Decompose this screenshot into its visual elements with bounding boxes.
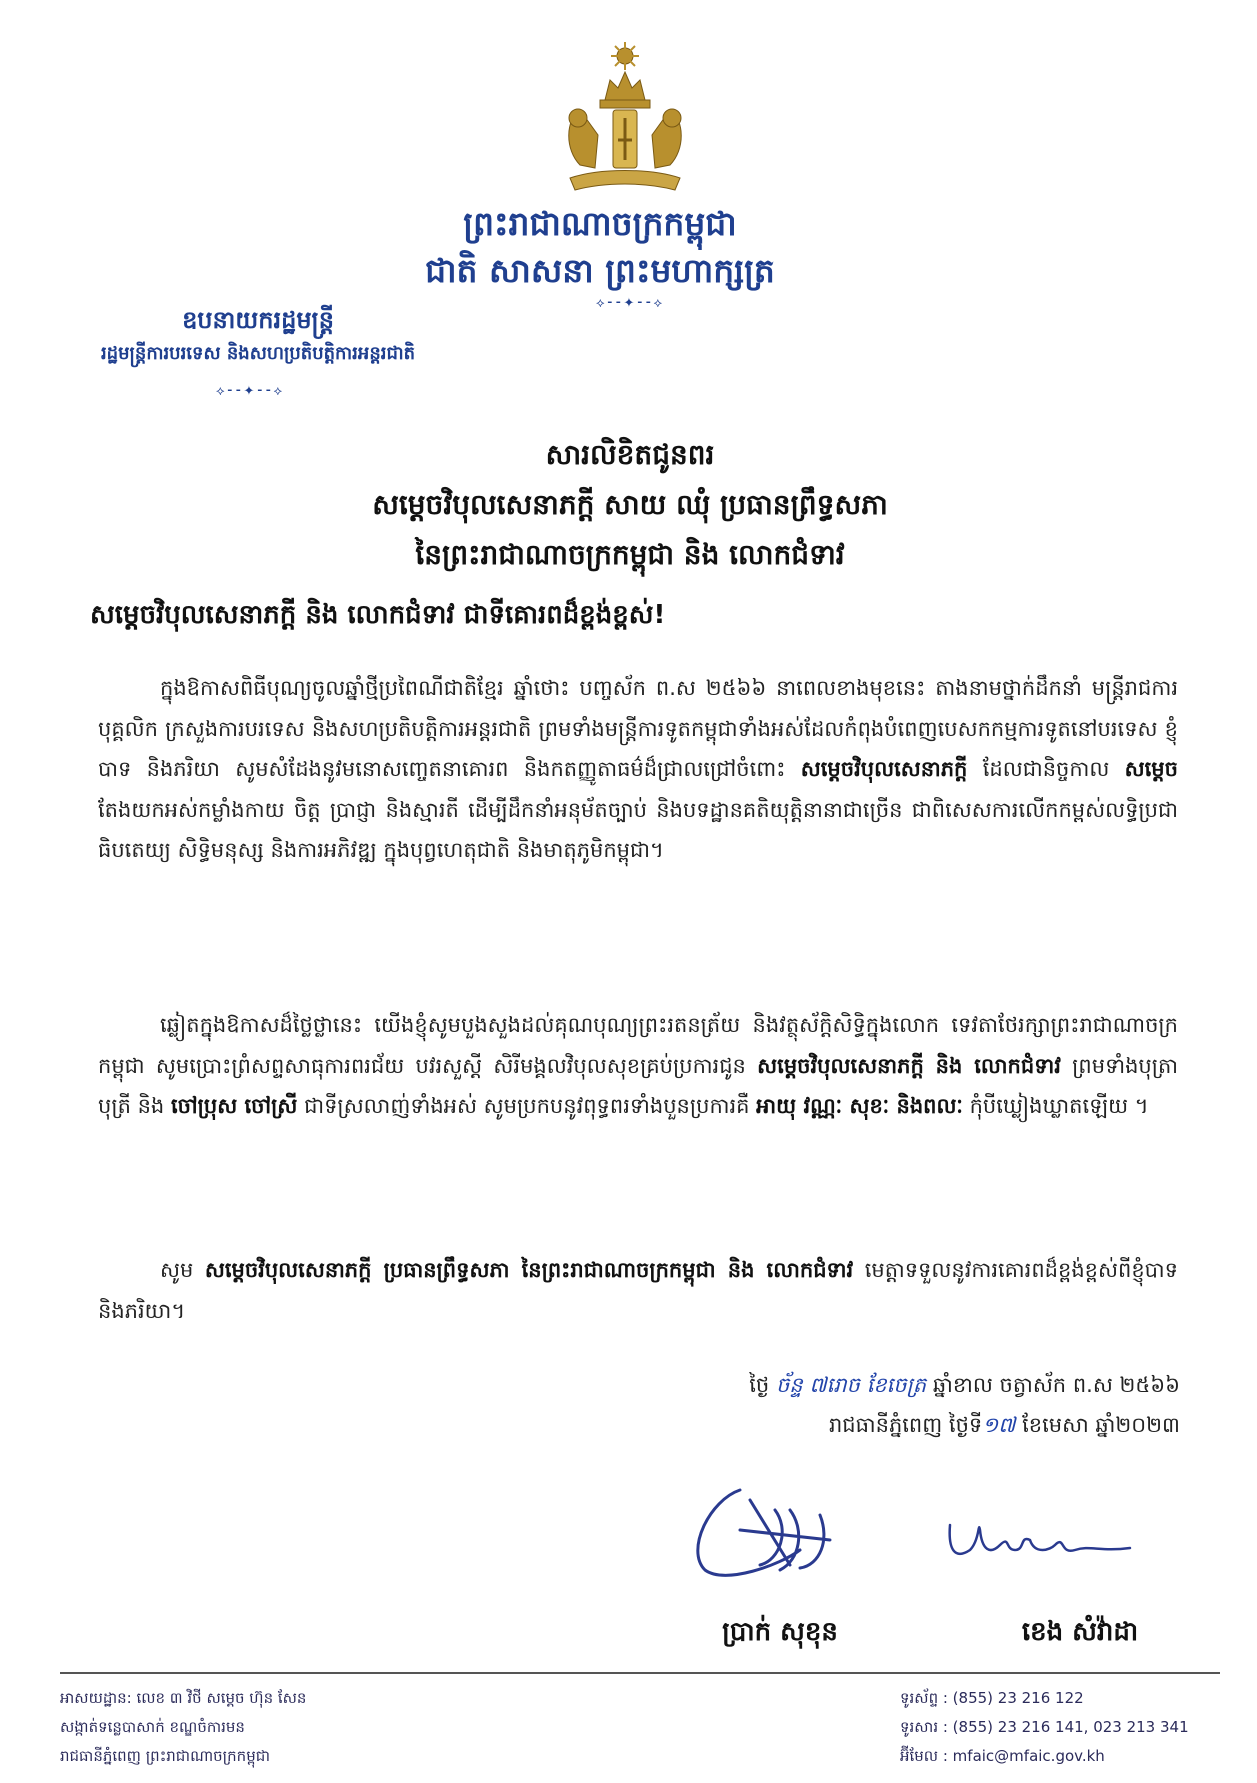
p2-text-a: ឆ្លៀតក្នុងឱកាសដ៏ថ្លៃថ្លានេះ យើងខ្ញុំសូមបួងសួងដល់គុណបុណ្យព្រះរតនត្រ័យ និងវត្ថុស័ក្តិសិទ្ធិក្នុងលោក ទេវតាថែរក្សាព្រះរាជាណាចក្រកម្ពុជា សូមប្រោះព្រំសព្ទសាធុការពរជ័យ បវរសួស្តី សិរីមង្គលវិបុលសុខគ្រប់ប្រការជូន: [98, 1013, 1178, 1078]
email-line: អ៊ីមែល : mfaic@mfaic.gov.kh: [900, 1747, 1105, 1765]
title-line-3: នៃព្រះរាជាណាចក្រកម្ពុជា និង លោកជំទាវ: [415, 538, 845, 571]
title-line-2: សម្តេចវិបុលសេនាភក្តី សាយ ឈុំ ប្រធានព្រឹទ្ធសភា: [372, 488, 888, 521]
p1-text-e: តែងយកអស់កម្លាំងកាយ ចិត្ត ប្រាជ្ញា និងស្មារតី ដើម្បីដឹកនាំអនុម័តច្បាប់ និងបទដ្ឋានគតិយុត្តិនានាជាច្រើន ជាពិសេសការលើកកម្ពស់លទ្ធិប្រជាធិបតេយ្យ សិទ្ធិមនុស្ស និងការអភិវឌ្ឍ ក្នុងបុព្វហេតុជាតិ និងមាតុភូមិកម្ពុជា។: [98, 797, 1178, 862]
ministry-line-2: រដ្ឋមន្ត្រីការបរទេស និងសហប្រតិបត្តិការអន្តរជាតិ: [100, 343, 416, 364]
address-line-2: សង្កាត់ទន្លេបាសាក់ ខណ្ឌចំការមន: [60, 1718, 245, 1736]
footer-divider: [60, 1672, 1220, 1674]
body-paragraph-3: [98, 1250, 1178, 1331]
ministry-heading: [38, 302, 478, 370]
p1-text-a: ក្នុងឱកាសពិធីបុណ្យចូលឆ្នាំថ្មីប្រពៃណីជាតិខ្មែរ ឆ្នាំថោះ បញ្ចស័ក ព.ស ២៥៦៦ នាពេលខាងមុខនេះ តាងនាមថ្នាក់ដឹកនាំ មន្ត្រីរាជការ បុគ្គលិក ក្រសួងការបរទេស និងសហប្រតិបត្តិការអន្តរជាតិ ព្រមទាំងមន្ត្រីការទូតកម្ពុជាទាំងអស់ដែលកំពុងបំពេញបេសកកម្មការទូតនៅបរទេស ខ្ញុំបាទ និងភរិយា សូមសំដែងនូវមនោសញ្ចេតនាគោរព និងកតញ្ញូតាធម៌ដ៏ជ្រាលជ្រៅចំពោះ: [98, 676, 1179, 781]
lunar-year: ឆ្នាំខាល ចត្វាស័ក ព.ស ២៥៦៦: [932, 1373, 1180, 1397]
signatory-name-left: ប្រាក់ សុខុន: [722, 1617, 838, 1647]
p2-bold-f: អាយុ វណ្ណៈ សុខៈ និងពលៈ: [756, 1094, 963, 1118]
body-paragraph-1: [98, 668, 1178, 871]
p2-text-e: ជាទីស្រលាញ់ទាំងអស់ សូមប្រកបនូវពុទ្ធពរទាំងបួនប្រការគឺ: [304, 1094, 750, 1118]
p3-text-c: មេត្តាទទួលនូវការគោរពដ៏ខ្ពង់ខ្ពស់ពីខ្ញុំបាទ និងភរិយា។: [98, 1258, 1178, 1323]
fax-line: ទូរសារ : (855) 23 216 141, 023 213 341: [900, 1718, 1189, 1736]
royal-coat-of-arms-icon: [550, 40, 700, 200]
p1-bold-d: សម្តេច: [1124, 757, 1178, 781]
p2-bold-b: សម្តេចវិបុលសេនាភក្តី និង លោកជំទាវ: [757, 1053, 1061, 1078]
title-line-1: សារលិខិតជូនពរ: [545, 438, 715, 471]
signature-right: [940, 1510, 1140, 1580]
ornament-divider: ⟡⁃⁃✦⁃⁃⟡: [595, 296, 665, 311]
p1-bold-b: សម្តេចវិបុលសេនាភក្តី: [800, 757, 968, 781]
date-prefix: ថ្ងៃ: [749, 1373, 770, 1397]
phone-line: ទូរស័ព្ទ : (855) 23 216 122: [900, 1689, 1084, 1707]
salutation: សម្តេចវិបុលសេនាភក្តី និង លោកជំទាវ ជាទីគោរពដ៏ខ្ពង់ខ្ពស់!: [90, 600, 666, 630]
ministry-line-1: ឧបនាយករដ្ឋមន្ត្រី: [182, 306, 334, 334]
signature-left: [680, 1470, 860, 1590]
kingdom-heading: [380, 200, 820, 294]
solar-date-line: [660, 1412, 1180, 1443]
address-line-1: អាសយដ្ឋាន: លេខ ៣ វិថី សម្តេច ហ៊ុន សែន: [60, 1689, 307, 1707]
handwritten-lunar-day: ៧រោច: [809, 1373, 860, 1397]
body-paragraph-2: [98, 1005, 1178, 1127]
p2-text-g: កុំបីឃ្លៀងឃ្លាតឡើយ ។: [969, 1094, 1149, 1118]
month-year: ខែមេសា ឆ្នាំ២០២៣: [1022, 1413, 1180, 1437]
handwritten-month: ខែចេត្រ: [866, 1373, 927, 1397]
p3-bold-b: សម្តេចវិបុលសេនាភក្តី ប្រធានព្រឹទ្ធសភា នៃព្រះរាជាណាចក្រកម្ពុជា និង លោកជំទាវ: [204, 1258, 854, 1282]
address-line-3: រាជធានីភ្នំពេញ ព្រះរាជាណាចក្រកម្ពុជា: [60, 1747, 270, 1765]
handwritten-day: ច័ន្ទ: [775, 1373, 803, 1397]
lunar-date-line: [660, 1372, 1180, 1403]
handwritten-date-number: ១៧: [982, 1413, 1016, 1437]
letter-title: [200, 430, 1060, 580]
p2-bold-d: ចៅប្រុស ចៅស្រី: [170, 1094, 298, 1118]
p1-text-c: ដែលជានិច្ចកាល: [982, 757, 1110, 781]
footer-address: [60, 1684, 660, 1771]
kingdom-line-2: ជាតិ សាសនា ព្រះមហាក្សត្រ: [425, 251, 775, 290]
p3-text-a: សូម: [160, 1258, 194, 1282]
ornament-divider-left: ⟡⁃⁃✦⁃⁃⟡: [215, 384, 285, 399]
p2-text-c: ព្រមទាំងបុត្រា បុត្រី និង: [98, 1053, 1178, 1118]
signatory-name-right: ខេង សំវ៉ាដា: [1021, 1617, 1139, 1647]
kingdom-line-1: ព្រះរាជាណាចក្រកម្ពុជា: [463, 204, 737, 243]
footer-contact: [900, 1684, 1220, 1771]
place-date-prefix: រាជធានីភ្នំពេញ ថ្ងៃទី: [828, 1413, 983, 1437]
